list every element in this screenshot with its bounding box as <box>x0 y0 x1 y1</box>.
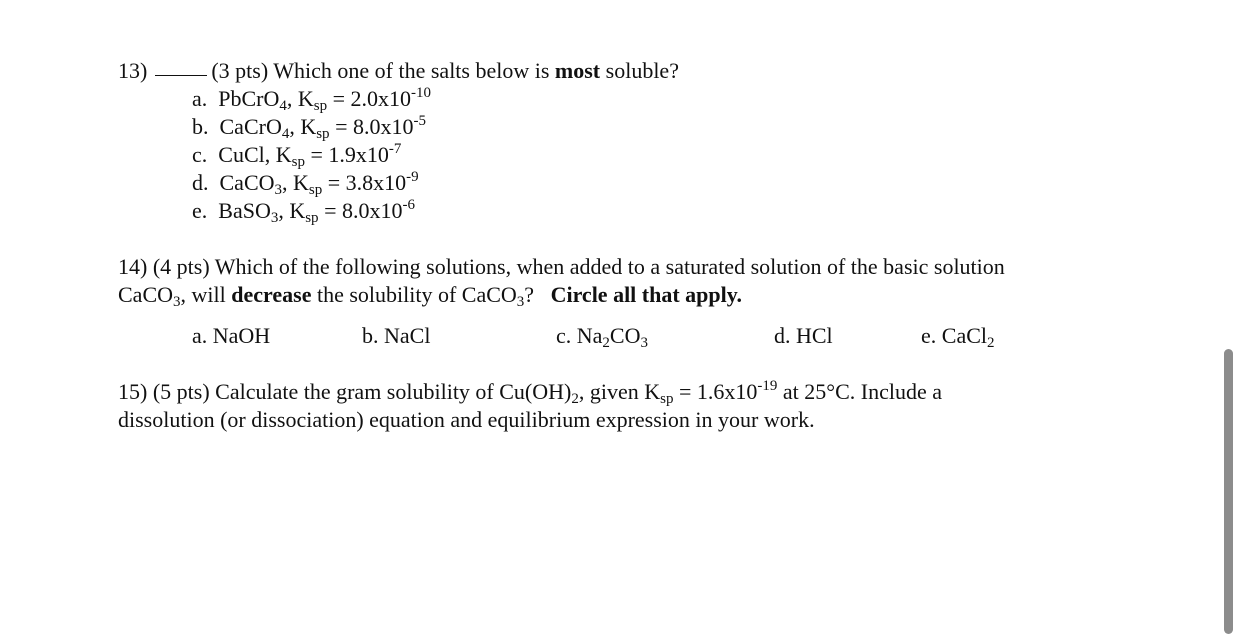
answer-b[interactable]: b. NaCl <box>362 323 431 348</box>
vertical-scrollbar-thumb[interactable] <box>1224 349 1233 634</box>
question-13-header <box>118 60 679 82</box>
answer-e[interactable]: e. CaCl$_2$ <box>921 323 995 351</box>
answer-c[interactable]: c. $Na_2CO_3$ <box>556 323 648 351</box>
answer-d[interactable]: d. HCl <box>774 323 833 348</box>
answer-a[interactable]: a. NaOH <box>192 323 271 348</box>
option-a: a. PbCrO$_4$, $K_{sp} = 2.0x10^{-10}$ <box>192 85 432 114</box>
question-15-line-1: 15) (5 pts) Calculate the gram solubility of $Cu(OH)_2$, given $K_{sp} = 1.6x10^{-19}$ at 25°C. Include a <box>118 378 942 407</box>
question-13-number: 13) <box>118 58 148 83</box>
option-b: b. CaCrO$_4$, $K_{sp} = 8.0x10^{-5}$ <box>192 113 426 142</box>
question-14-line-1: 14) (4 pts) Which of the following solutions, when added to a saturated solution of the basic solution <box>118 254 1005 279</box>
answer-blank <box>155 75 207 76</box>
question-13-prompt: (3 pts) Which one of the salts below is most soluble? <box>211 58 679 83</box>
question-14-line-2: CaCO$_3$, will decrease the solubility of CaCO$_3$? Circle all that apply. <box>118 282 743 310</box>
option-c: c. CuCl, $K_{sp} = 1.9x10^{-7}$ <box>192 141 402 170</box>
question-15-line-2: dissolution (or dissociation) equation and equilibrium expression in your work. <box>118 407 815 432</box>
option-e: e. BaSO$_3$, $K_{sp} = 8.0x10^{-6}$ <box>192 197 415 226</box>
option-d: d. CaCO$_3$, $K_{sp} = 3.8x10^{-9}$ <box>192 169 419 198</box>
instruction-circle-all: Circle all that apply. <box>550 282 743 307</box>
